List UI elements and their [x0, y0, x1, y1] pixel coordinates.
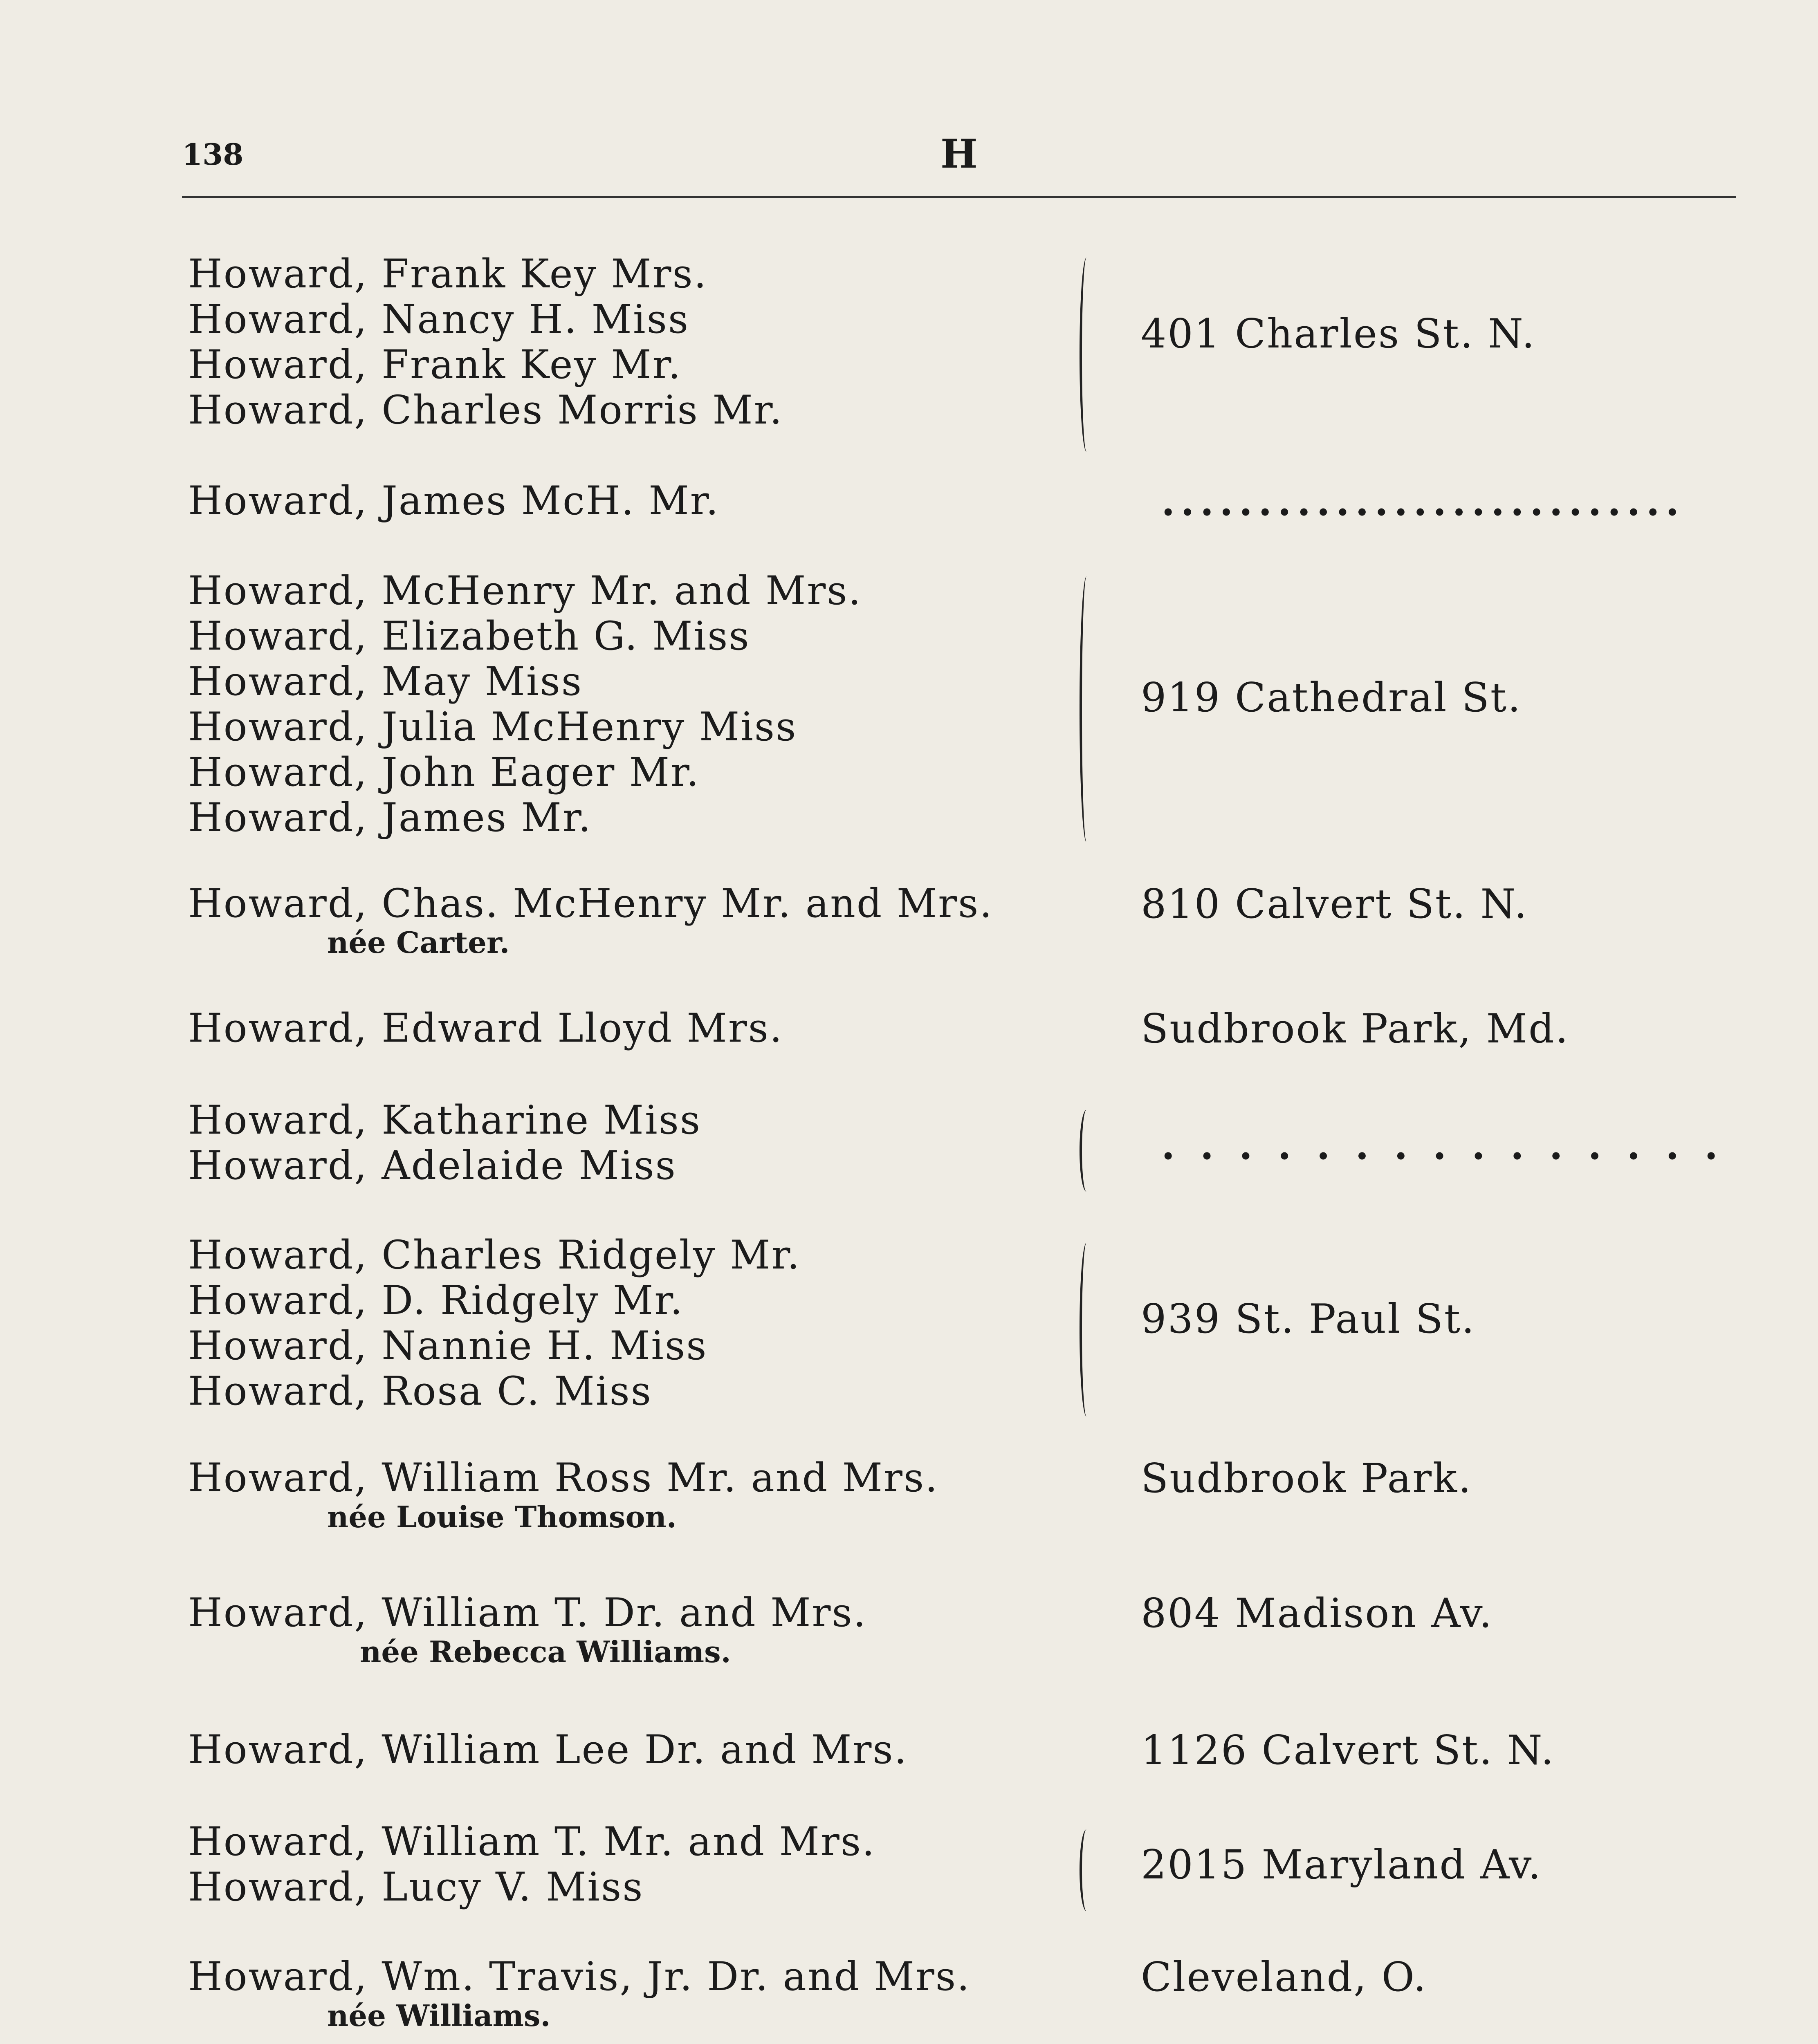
address: Sudbrook Park. — [1141, 1455, 1472, 1502]
header-rule — [182, 196, 1736, 198]
resident-name: Howard, Katharine Miss — [188, 1097, 702, 1143]
brace — [1080, 1829, 1093, 1911]
resident-name: Howard, D. Ridgely Mr. — [188, 1278, 684, 1323]
entry-names — [188, 1006, 783, 1051]
resident-name: Howard, Julia McHenry Miss — [188, 704, 797, 750]
maiden-name: née Carter. — [327, 925, 510, 960]
entry-names — [188, 568, 862, 840]
address-placeholder: . . . . . . . . . . . . . . . — [1161, 1122, 1724, 1168]
address: Cleveland, O. — [1141, 1954, 1427, 2001]
resident-name: Howard, James McH. Mr. — [188, 478, 720, 524]
resident-name: Howard, Elizabeth G. Miss — [188, 613, 750, 659]
entry-names — [188, 1455, 939, 1533]
resident-name: Howard, Edward Lloyd Mrs. — [188, 1005, 783, 1051]
section-letter: H — [940, 131, 979, 177]
resident-name: Howard, Frank Key Mrs. — [188, 251, 708, 297]
resident-name: Howard, William Lee Dr. and Mrs. — [188, 1727, 908, 1773]
resident-name: Howard, William Ross Mr. and Mrs. — [188, 1455, 939, 1501]
resident-name: Howard, Wm. Travis, Jr. Dr. and Mrs. — [188, 1954, 971, 1999]
entry-names — [188, 1098, 701, 1188]
resident-name: Howard, William T. Mr. and Mrs. — [188, 1819, 876, 1865]
address: 810 Calvert St. N. — [1141, 881, 1528, 928]
resident-name: Howard, Nannie H. Miss — [188, 1323, 708, 1369]
maiden-name: née Williams. — [327, 1998, 551, 2033]
resident-name: Howard, May Miss — [188, 659, 583, 704]
resident-name: Howard, William T. Dr. and Mrs. — [188, 1590, 867, 1636]
maiden-name: née Louise Thomson. — [327, 1499, 677, 1534]
address: 401 Charles St. N. — [1141, 311, 1536, 357]
maiden-name: née Rebecca Williams. — [360, 1634, 731, 1669]
resident-name: Howard, Charles Ridgely Mr. — [188, 1232, 801, 1278]
brace — [1080, 1110, 1093, 1192]
resident-name: Howard, John Eager Mr. — [188, 749, 700, 795]
address: Sudbrook Park, Md. — [1141, 1006, 1569, 1052]
address: 2015 Maryland Av. — [1141, 1842, 1542, 1888]
resident-name: Howard, McHenry Mr. and Mrs. — [188, 568, 862, 614]
resident-name: Howard, Lucy V. Miss — [188, 1864, 644, 1910]
resident-name: Howard, Rosa C. Miss — [188, 1368, 652, 1414]
entry-names — [188, 1590, 867, 1668]
brace — [1080, 258, 1093, 452]
entry-names — [188, 1233, 801, 1414]
address-placeholder: ........................... — [1161, 478, 1685, 524]
entry-names — [188, 881, 993, 959]
entry-names — [188, 251, 783, 433]
entry-names — [188, 478, 720, 524]
resident-name: Howard, Adelaide Miss — [188, 1143, 677, 1188]
resident-name: Howard, Frank Key Mr. — [188, 342, 682, 388]
entry-names — [188, 1727, 908, 1773]
address: 939 St. Paul St. — [1141, 1296, 1476, 1342]
resident-name: Howard, Chas. McHenry Mr. and Mrs. — [188, 881, 993, 926]
brace — [1080, 1243, 1093, 1416]
address: 804 Madison Av. — [1141, 1590, 1493, 1637]
resident-name: Howard, James Mr. — [188, 795, 592, 840]
resident-name: Howard, Charles Morris Mr. — [188, 387, 783, 433]
entry-names — [188, 1954, 971, 2032]
address: 919 Cathedral St. — [1141, 675, 1522, 721]
entry-names — [188, 1819, 876, 1910]
resident-name: Howard, Nancy H. Miss — [188, 296, 690, 342]
address: 1126 Calvert St. N. — [1141, 1727, 1555, 1774]
page-number: 138 — [182, 137, 244, 172]
brace — [1080, 576, 1093, 842]
